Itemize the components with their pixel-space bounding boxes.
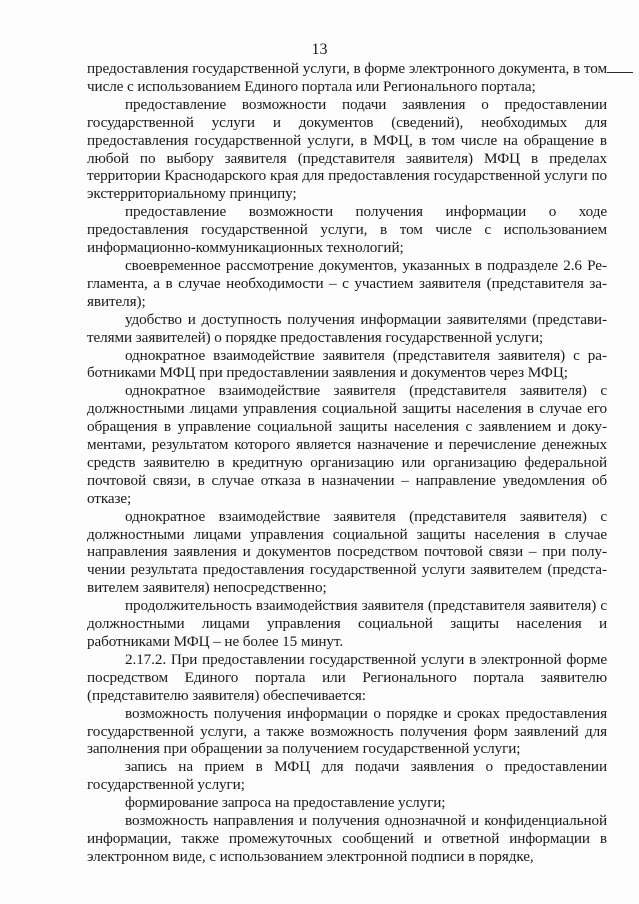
paragraph: предоставление возможности подачи заявления о предоставлении государственной услуги и документов (сведений), необходимых для предоставления государственной услуги, в МФЦ, в том числе на обращение в любой по выбору заявителя (представителя заявителя) МФЦ в пределах территории Краснодарского края для предоставления государственной услуги по экстерриториальному принципу; <box>87 95 607 203</box>
paragraph: предоставления государственной услуги, в форме электронного документа, в том числе с использованием Единого портала или Регионального портала; <box>87 60 607 95</box>
paragraph: формирование запроса на предоставление услуги; <box>125 794 446 812</box>
paragraph: возможность направления и получения однозначной и конфиденциальной информации, также промежуточных сообщений и ответной информации в электронном виде, с использованием электронной подписи в порядке, <box>87 812 607 865</box>
paragraph: продолжительность взаимодействия заявителя (представителя заявителя) с должностными лицами управления социальной защиты населения и работниками МФЦ – не более 15 минут. <box>87 597 607 650</box>
paragraph: удобство и доступность получения информации заявителями (представителями заявителей) о порядке предоставления государственной услуги; <box>87 310 607 346</box>
section-paragraph: 2.17.2. При предоставлении государственной услуги в электронной форме посредством Единого портала или Регионального портала заявителю (представителю заявителя) обеспечивается: <box>87 650 607 704</box>
document-body <box>87 60 607 866</box>
paragraph: однократное взаимодействие заявителя (представителя заявителя) с должностными лицами управления социальной защиты населения в случае его обращения в управление социальной защиты населения с заявлением и документами, результатом которого является назначение и перечисление денежных средств заявителю в кредитную организацию или организацию федеральной почтовой связи, в случае отказа в назначении – направление уведомления об отказе; <box>87 382 607 507</box>
margin-mark <box>607 72 633 73</box>
page-number: 13 <box>311 41 328 58</box>
paragraph: возможность получения информации о порядке и сроках предоставления государственной услуги, а также возможность получения форм заявлений для заполнения при обращении за получением государственной услуги; <box>87 704 607 758</box>
paragraph: предоставление возможности получения информации о ходе предоставления государственной услуги, в том числе с использованием информационно-коммуникационных технологий; <box>87 203 607 257</box>
paragraph: запись на прием в МФЦ для подачи заявления о предоставлении государственной услуги; <box>87 758 607 794</box>
paragraph: однократное взаимодействие заявителя (представителя заявителя) с должностными лицами управления социальной защиты населения в случае направления заявления и документов посредством почтовой связи – при получении результата предоставления государственной услуги заявителем (представителем заявителя) непосредственно; <box>87 507 607 597</box>
paragraph: своевременное рассмотрение документов, указанных в подразделе 2.6 Регламента, а в случае необходимости – с участием заявителя (представителя заявителя); <box>87 256 607 310</box>
paragraph: однократное взаимодействие заявителя (представителя заявителя) с работниками МФЦ при предоставлении заявления и документов через МФЦ; <box>87 346 607 382</box>
